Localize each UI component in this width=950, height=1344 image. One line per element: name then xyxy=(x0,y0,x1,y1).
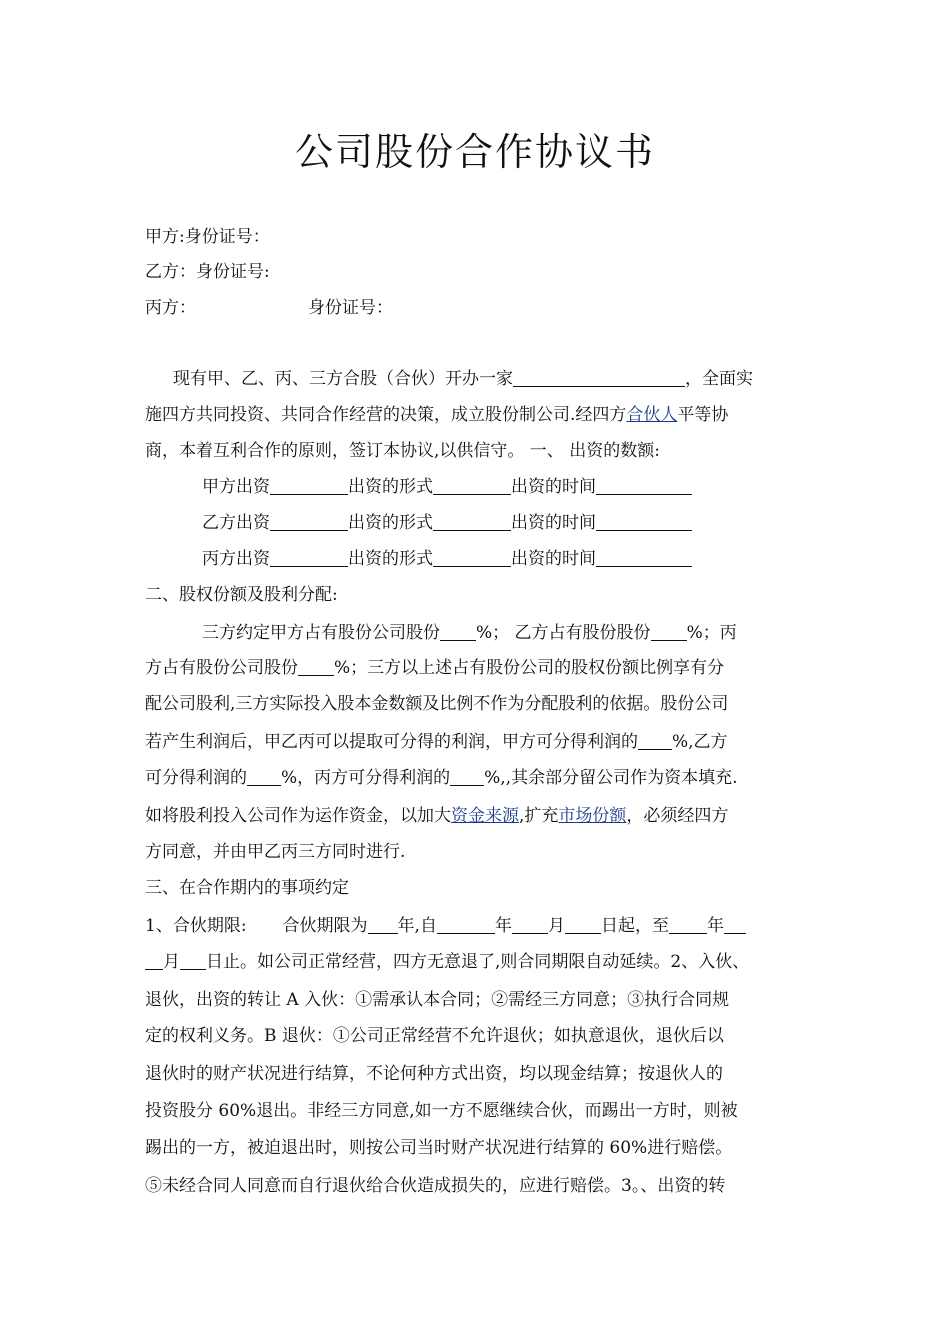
section-3-line-4: 定的权利义务。B 退伙：①公司正常经营不允许退伙；如执意退伙，退伙后以 xyxy=(145,1026,724,1046)
section-2-line-6: 如将股利投入公司作为运作资金，以加大资金来源,扩充市场份额，必须经四方 xyxy=(145,806,729,826)
section-2-line-7: 方同意，并由甲乙丙三方同时进行. xyxy=(145,842,406,862)
section-3-line-1: 1、合伙期限: 合伙期限为 年,自 年 月 日起，至 年 xyxy=(145,908,815,944)
section-2-heading: 二、股权份额及股利分配: xyxy=(145,585,338,605)
party-c-label: 丙方： xyxy=(145,298,196,318)
capital-row-c: 丙方出资 出资的形式 出资的时间 xyxy=(202,541,872,577)
intro-line-3: 商，本着互利合作的原则，签订本协议,以供信守。 一、 出资的数额: xyxy=(145,441,660,461)
section-2-line-1: 三方约定甲方占有股份公司股份 %； 乙方占有股份股份 %；丙 xyxy=(145,615,815,651)
capital-source-link[interactable]: 资金来源 xyxy=(451,806,519,826)
party-c-line xyxy=(145,290,815,326)
partner-link[interactable]: 合伙人 xyxy=(626,405,678,425)
party-b-line: 乙方：身份证号: xyxy=(145,262,270,282)
party-a-line: 甲方:身份证号： xyxy=(145,227,270,247)
intro-line-1: 现有甲、乙、丙、三方合股（合伙）开办一家 ，全面实 xyxy=(145,361,815,397)
section-2-line-4: 若产生利润后，甲乙丙可以提取可分得的利润，甲方可分得利润的 %,乙方 xyxy=(145,724,815,760)
section-3-line-6: 投资股分 60%退出。非经三方同意,如一方不愿继续合伙，而踢出一方时，则被 xyxy=(145,1101,738,1121)
section-2-line-2: 方占有股份公司股份 %；三方以上述占有股份公司的股权份额比例享有分 xyxy=(145,650,815,686)
section-3-heading: 三、在合作期内的事项约定 xyxy=(145,878,349,898)
intro-line-2: 施四方共同投资、共同合作经营的决策，成立股份制公司.经四方合伙人平等协 xyxy=(145,405,729,425)
section-2-line-3: 配公司股利,三方实际投入股本金数额及比例不作为分配股利的依据。股份公司 xyxy=(145,694,729,714)
section-3-line-8: ⑤未经合同人同意而自行退伙给合伙造成损失的，应进行赔偿。3。、出资的转 xyxy=(145,1176,726,1196)
capital-row-b: 乙方出资 出资的形式 出资的时间 xyxy=(202,505,872,541)
section-3-line-7: 踢出的一方，被迫退出时，则按公司当时财产状况进行结算的 60%进行赔偿。 xyxy=(145,1138,733,1158)
document-title: 公司股份合作协议书 xyxy=(294,130,655,174)
market-share-link[interactable]: 市场份额 xyxy=(558,806,627,826)
capital-row-a: 甲方出资 出资的形式 出资的时间 xyxy=(202,469,872,505)
section-3-line-5: 退伙时的财产状况进行结算，不论何种方式出资，均以现金结算；按退伙人的 xyxy=(145,1064,723,1084)
party-c-id-label: 身份证号： xyxy=(308,298,393,318)
section-3-line-2: 月 日止。如公司正常经营，四方无意退了,则合同期限自动延续。2、入伙、 xyxy=(145,944,815,980)
company-name-blank xyxy=(513,366,685,387)
section-2-line-5: 可分得利润的 %，丙方可分得利润的 %,,其余部分留公司作为资本填充. xyxy=(145,760,815,796)
section-3-line-3: 退伙，出资的转让 A 入伙：①需承认本合同；②需经三方同意；③执行合同规 xyxy=(145,990,730,1010)
